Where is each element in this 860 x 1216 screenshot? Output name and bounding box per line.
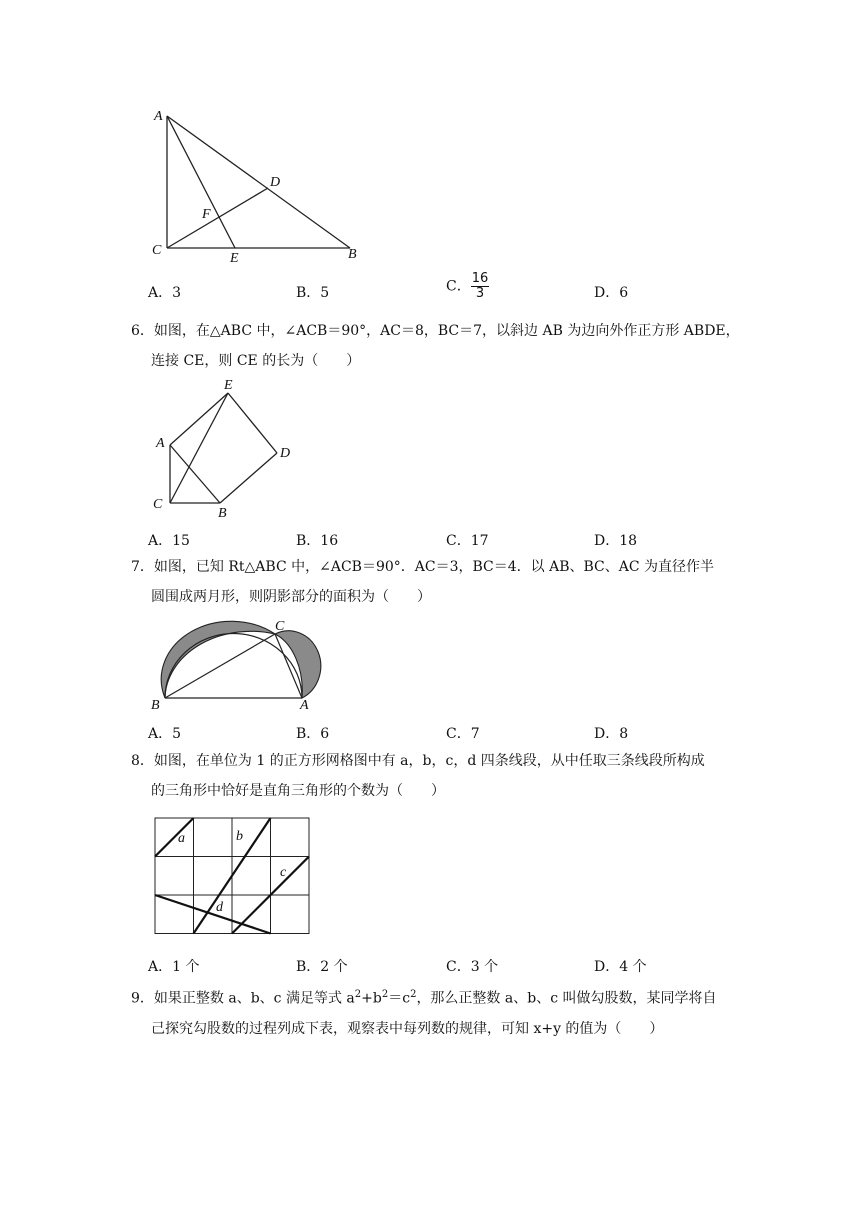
- q9-sup-1: 2: [354, 989, 362, 1000]
- q6-label-d: D: [280, 446, 291, 461]
- q5-figure: [140, 100, 380, 270]
- q9-text-2: +b: [361, 990, 382, 1007]
- q5-label-c: C: [152, 243, 162, 258]
- q5-segment-cd: [167, 188, 268, 248]
- q5-option-b[interactable]: B．5: [296, 285, 330, 301]
- q5-option-c-denominator: 3: [475, 286, 485, 301]
- q8-option-c[interactable]: C．3 个: [446, 959, 499, 975]
- q9-stem-line2: 己探究勾股数的过程列成下表，观察表中每列数的规律，可知 x+y 的值为（ ）: [151, 1020, 664, 1037]
- q6-option-b[interactable]: B．16: [296, 533, 339, 549]
- q5-option-c-fraction: [471, 272, 490, 301]
- q8-label-a: a: [178, 831, 185, 846]
- q7-label-a: A: [300, 698, 309, 713]
- q9-sup-2: 2: [381, 989, 389, 1000]
- q6-option-c[interactable]: C．17: [446, 533, 489, 549]
- q5-segment-ab: [167, 116, 350, 248]
- q9-stem: [131, 980, 821, 1044]
- q6-label-c: C: [153, 497, 163, 512]
- q8-label-d: d: [216, 900, 223, 915]
- q5-label-f: F: [202, 207, 211, 222]
- q7-option-d[interactable]: D．8: [594, 726, 629, 742]
- q6-option-a[interactable]: A．15: [148, 533, 190, 549]
- q9-text-3: ＝c: [388, 990, 411, 1007]
- q6-segment-ab: [170, 445, 220, 503]
- q8-stem-line1: 8．如图，在单位为 1 的正方形网格图中有 a，b，c，d 四条线段，从中任取三条线段所构成: [131, 753, 705, 769]
- q6-stem-line2: 连接 CE，则 CE 的长为（ ）: [151, 353, 361, 369]
- q8-segment-d: [155, 895, 271, 934]
- q8-option-d[interactable]: D．4 个: [594, 959, 647, 975]
- q7-figure: [145, 612, 335, 712]
- q7-stem: [131, 552, 821, 612]
- q8-figure: [150, 812, 315, 940]
- q9-sup-3: 2: [410, 989, 417, 1000]
- q6-segment-ed: [228, 393, 277, 453]
- q6-label-a: A: [156, 436, 165, 451]
- q7-option-b[interactable]: B．6: [296, 726, 330, 742]
- q8-option-b[interactable]: B．2 个: [296, 959, 348, 975]
- q5-option-c[interactable]: [446, 272, 489, 301]
- q7-label-b: B: [151, 698, 160, 713]
- q9-text-4: ，那么正整数 a、b、c 叫做勾股数，某同学将自: [416, 990, 717, 1007]
- q6-segment-ae: [170, 393, 228, 445]
- q7-stem-line1: 7．如图，已知 Rt△ABC 中，∠ACB＝90°．AC＝3，BC＝4．以 AB、BC、AC 为直径作半: [131, 559, 715, 575]
- q8-option-a[interactable]: A．1 个: [148, 959, 200, 975]
- q7-label-c: C: [275, 619, 285, 634]
- q6-option-d[interactable]: D．18: [594, 533, 638, 549]
- q5-option-c-prefix: C．: [446, 278, 471, 295]
- q9-stem-line1: [131, 980, 821, 1014]
- q7-stem-line2: 圆围成两月形，则阴影部分的面积为（ ）: [151, 589, 431, 605]
- q7-option-a[interactable]: A．5: [148, 726, 182, 742]
- q6-segment-db: [220, 453, 277, 503]
- q8-label-b: b: [236, 829, 243, 844]
- q5-option-d[interactable]: D．6: [594, 285, 629, 301]
- q6-stem-line1: 6．如图，在△ABC 中，∠ACB＝90°，AC＝8，BC＝7，以斜边 AB 为边向外作正方形 ABDE，: [131, 323, 740, 339]
- q5-option-a[interactable]: A．3: [148, 285, 182, 301]
- q6-stem: [131, 316, 821, 376]
- q7-option-c[interactable]: C．7: [446, 726, 480, 742]
- q9-text-1: 9．如果正整数 a、b、c 满足等式 a: [131, 990, 355, 1007]
- q5-label-b: B: [348, 247, 357, 262]
- q5-label-e: E: [230, 251, 239, 266]
- q6-figure: [140, 375, 310, 520]
- q5-option-c-numerator: 16: [471, 271, 489, 286]
- q8-stem: [131, 746, 821, 806]
- q8-stem-line2: 的三角形中恰好是直角三角形的个数为（ ）: [151, 783, 445, 799]
- q6-label-e: E: [224, 378, 233, 393]
- q8-label-c: c: [280, 865, 287, 880]
- q6-label-b: B: [218, 506, 227, 521]
- q5-label-a: A: [154, 109, 163, 124]
- q6-segment-ce: [170, 393, 228, 503]
- q8-segment-a: [155, 818, 194, 857]
- q5-label-d: D: [270, 175, 281, 190]
